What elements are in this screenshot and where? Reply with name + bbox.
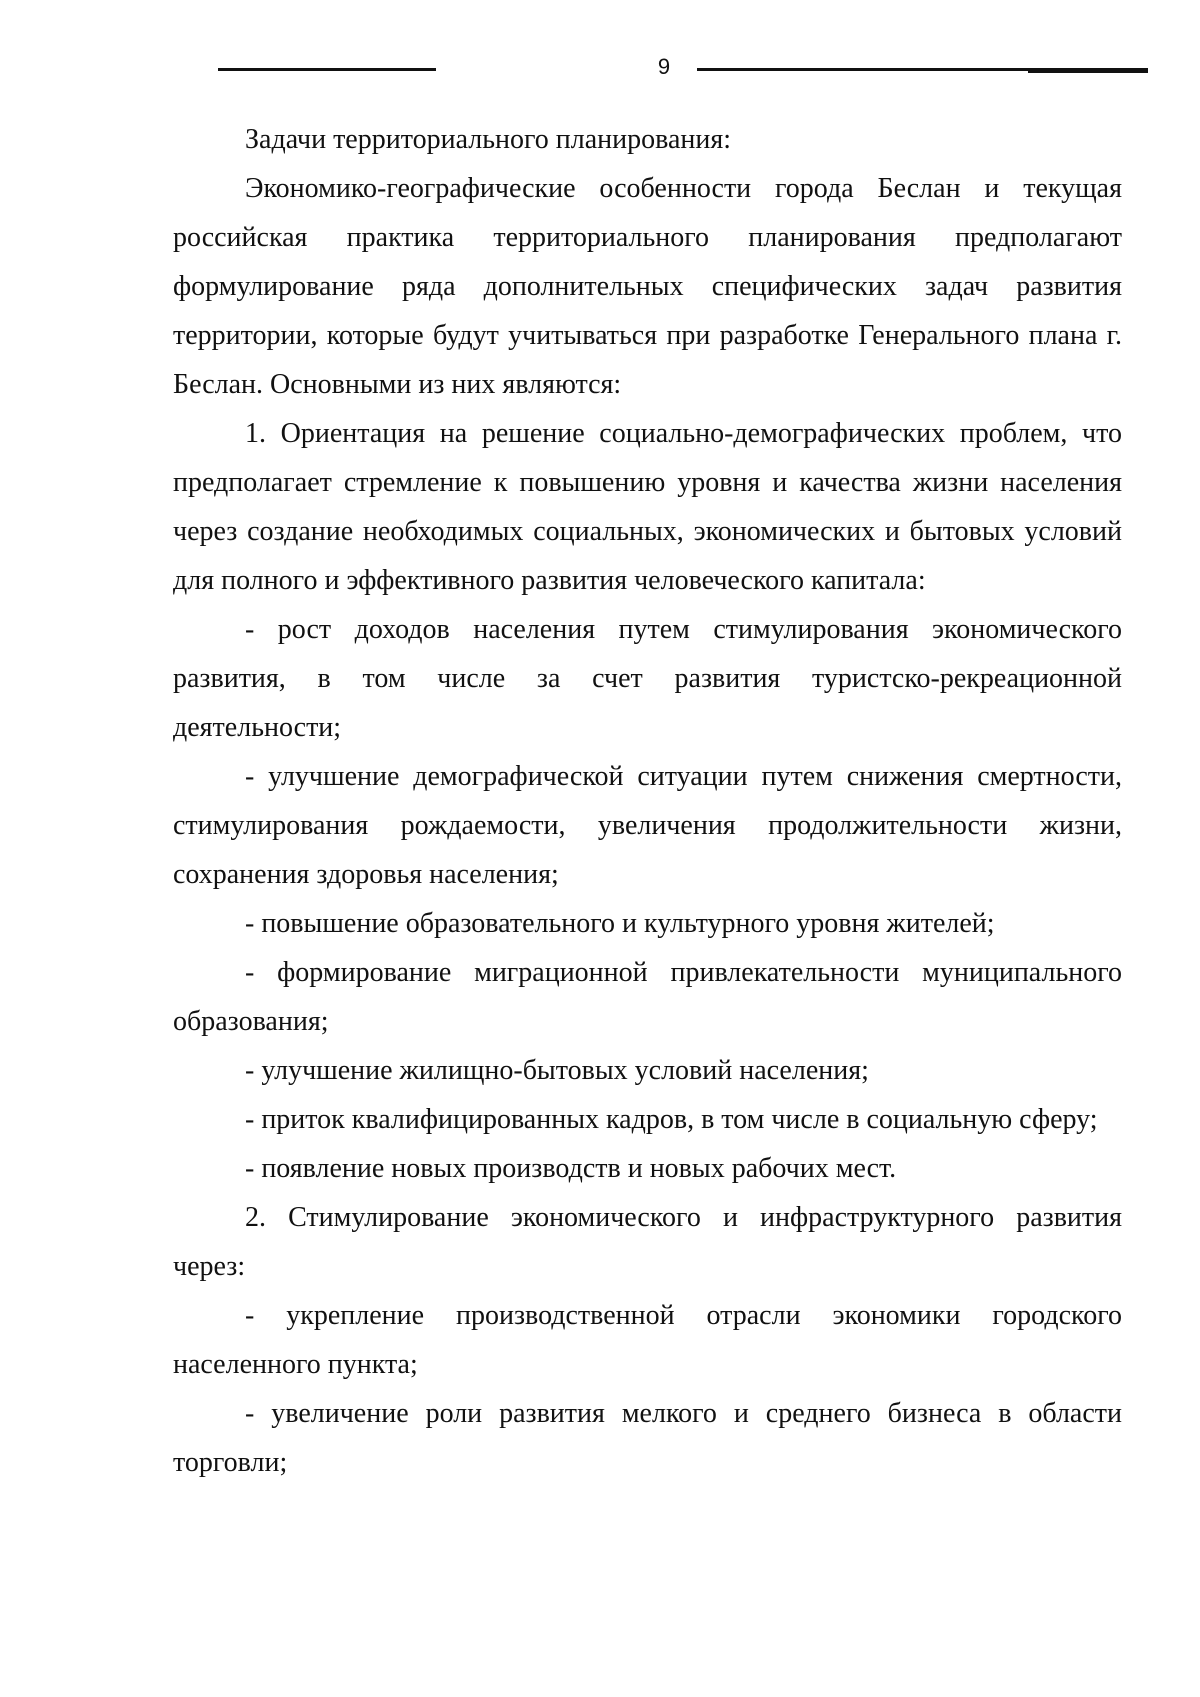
list-item-education: - повышение образовательного и культурного уровня жителей;: [245, 908, 995, 939]
document-body: [173, 115, 1122, 1487]
paragraph-tasks-heading: Задачи территориального планирования:: [245, 124, 732, 155]
paragraph-intro: Экономико-географические особенности города Беслан и текущая российская практика территориального планирования предполагают формулирование ряда дополнительных специфических задач развития территории, которые будут учитываться при разработке Генерального плана г. Беслан. Основными из них являются:: [173, 173, 1122, 400]
page-number: 9: [657, 54, 671, 79]
list-item-migration: - формирование миграционной привлекательности муниципального образования;: [173, 957, 1122, 1037]
paragraph-item-1: 1. Ориентация на решение социально-демографических проблем, что предполагает стремление к повышению уровня и качества жизни населения через создание необходимых социальных, экономических и бытовых условий для полного и эффективного развития человеческого капитала:: [173, 418, 1122, 596]
header-rule-right: [697, 68, 1148, 71]
list-item-demographics: - улучшение демографической ситуации путем снижения смертности, стимулирования рождаемости, увеличения продолжительности жизни, сохранения здоровья населения;: [173, 761, 1122, 890]
list-item-small-business: - увеличение роли развития мелкого и среднего бизнеса в области торговли;: [173, 1398, 1122, 1478]
list-item-new-jobs: - появление новых производств и новых рабочих мест.: [245, 1153, 897, 1184]
list-item-industry: - укрепление производственной отрасли экономики городского населенного пункта;: [173, 1300, 1122, 1380]
header-rule-left: [218, 68, 436, 71]
list-item-income-growth: - рост доходов населения путем стимулирования экономического развития, в том числе за счет развития туристско-рекреационной деятельности;: [173, 614, 1122, 743]
list-item-housing: - улучшение жилищно-бытовых условий населения;: [245, 1055, 869, 1086]
list-item-qualified-staff: - приток квалифицированных кадров, в том числе в социальную сферу;: [245, 1104, 1098, 1135]
paragraph-item-2: 2. Стимулирование экономического и инфраструктурного развития через:: [173, 1202, 1122, 1282]
page-header: [0, 54, 1200, 82]
